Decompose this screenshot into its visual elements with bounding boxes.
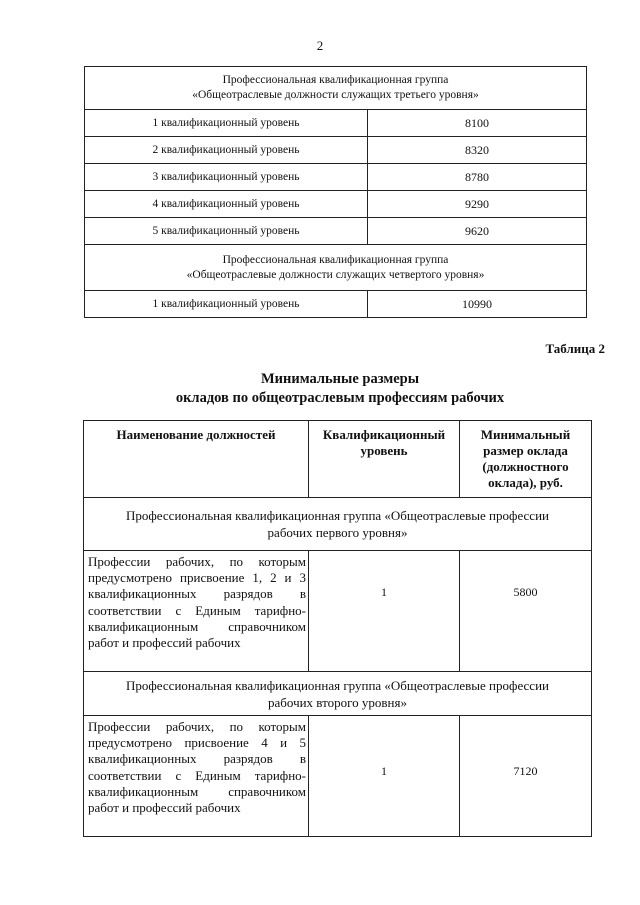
group-title-line1: Профессиональная квалификационная группа «Общеотраслевые профессии (126, 677, 549, 693)
table-row (85, 110, 587, 137)
salary-cell: 9290 (368, 191, 587, 218)
group-header-row (84, 498, 592, 551)
profession-cell: Профессии рабочих, по которым предусмотрено присвоение 1, 2 и 3 квалификационных разрядов в соответствии с Единым тарифно-квалификационным справочником работ и профессий рабочих (84, 551, 309, 672)
salary-cell: 7120 (460, 716, 592, 837)
level-cell: 1 квалификационный уровень (85, 291, 368, 318)
table-title (0, 370, 640, 408)
table-row (85, 218, 587, 245)
title-line2: окладов по общеотраслевым профессиям рабочих (175, 390, 505, 406)
level-cell: 2 квалификационный уровень (85, 137, 368, 164)
profession-cell: Профессии рабочих, по которым предусмотрено присвоение 4 и 5 квалификационных разрядов в соответствии с Единым тарифно-квалификационным справочником работ и профессий рабочих (84, 716, 309, 837)
group-header-row (85, 245, 587, 291)
column-header-salary: Минимальный размер оклада (должностного оклада), руб. (460, 421, 592, 498)
level-cell: 1 (309, 716, 460, 837)
salary-cell: 8780 (368, 164, 587, 191)
group-header-row (84, 672, 592, 716)
group-title-line2: «Общеотраслевые должности служащих третьего уровня» (192, 89, 479, 101)
table-row (84, 551, 592, 672)
group-title-line2: рабочих первого уровня» (267, 525, 408, 540)
level-cell: 1 квалификационный уровень (85, 110, 368, 137)
salary-table-employees (84, 66, 587, 318)
page-number: 2 (316, 38, 324, 53)
group-title-line1: Профессиональная квалификационная группа «Общеотраслевые профессии (126, 508, 549, 523)
table-row (85, 164, 587, 191)
salary-cell: 5800 (460, 551, 592, 672)
group-title-line1: Профессиональная квалификационная группа (222, 253, 449, 266)
group-header (84, 672, 592, 716)
group-header (85, 245, 587, 291)
salary-cell: 10990 (368, 291, 587, 318)
group-header (84, 498, 592, 551)
group-header (85, 67, 587, 110)
table-label: Таблица 2 (545, 341, 605, 356)
header-row (84, 421, 592, 498)
salary-cell: 9620 (368, 218, 587, 245)
level-cell: 3 квалификационный уровень (85, 164, 368, 191)
group-title-line2: «Общеотраслевые должности служащих четвертого уровня» (186, 268, 485, 281)
salary-cell: 8320 (368, 137, 587, 164)
group-header-row (85, 67, 587, 110)
level-cell: 1 (309, 551, 460, 672)
level-cell: 5 квалификационный уровень (85, 218, 368, 245)
table-row (85, 137, 587, 164)
level-cell: 4 квалификационный уровень (85, 191, 368, 218)
group-title-line2: рабочих второго уровня» (268, 694, 407, 710)
salary-table-workers (83, 420, 592, 837)
table-row (85, 191, 587, 218)
column-header-level: Квалификационный уровень (309, 421, 460, 498)
table-row (85, 291, 587, 318)
salary-cell: 8100 (368, 110, 587, 137)
column-header-name: Наименование должностей (84, 421, 309, 498)
table-row (84, 716, 592, 837)
group-title-line1: Профессиональная квалификационная группа (222, 74, 449, 86)
title-line1: Минимальные размеры (260, 371, 420, 387)
